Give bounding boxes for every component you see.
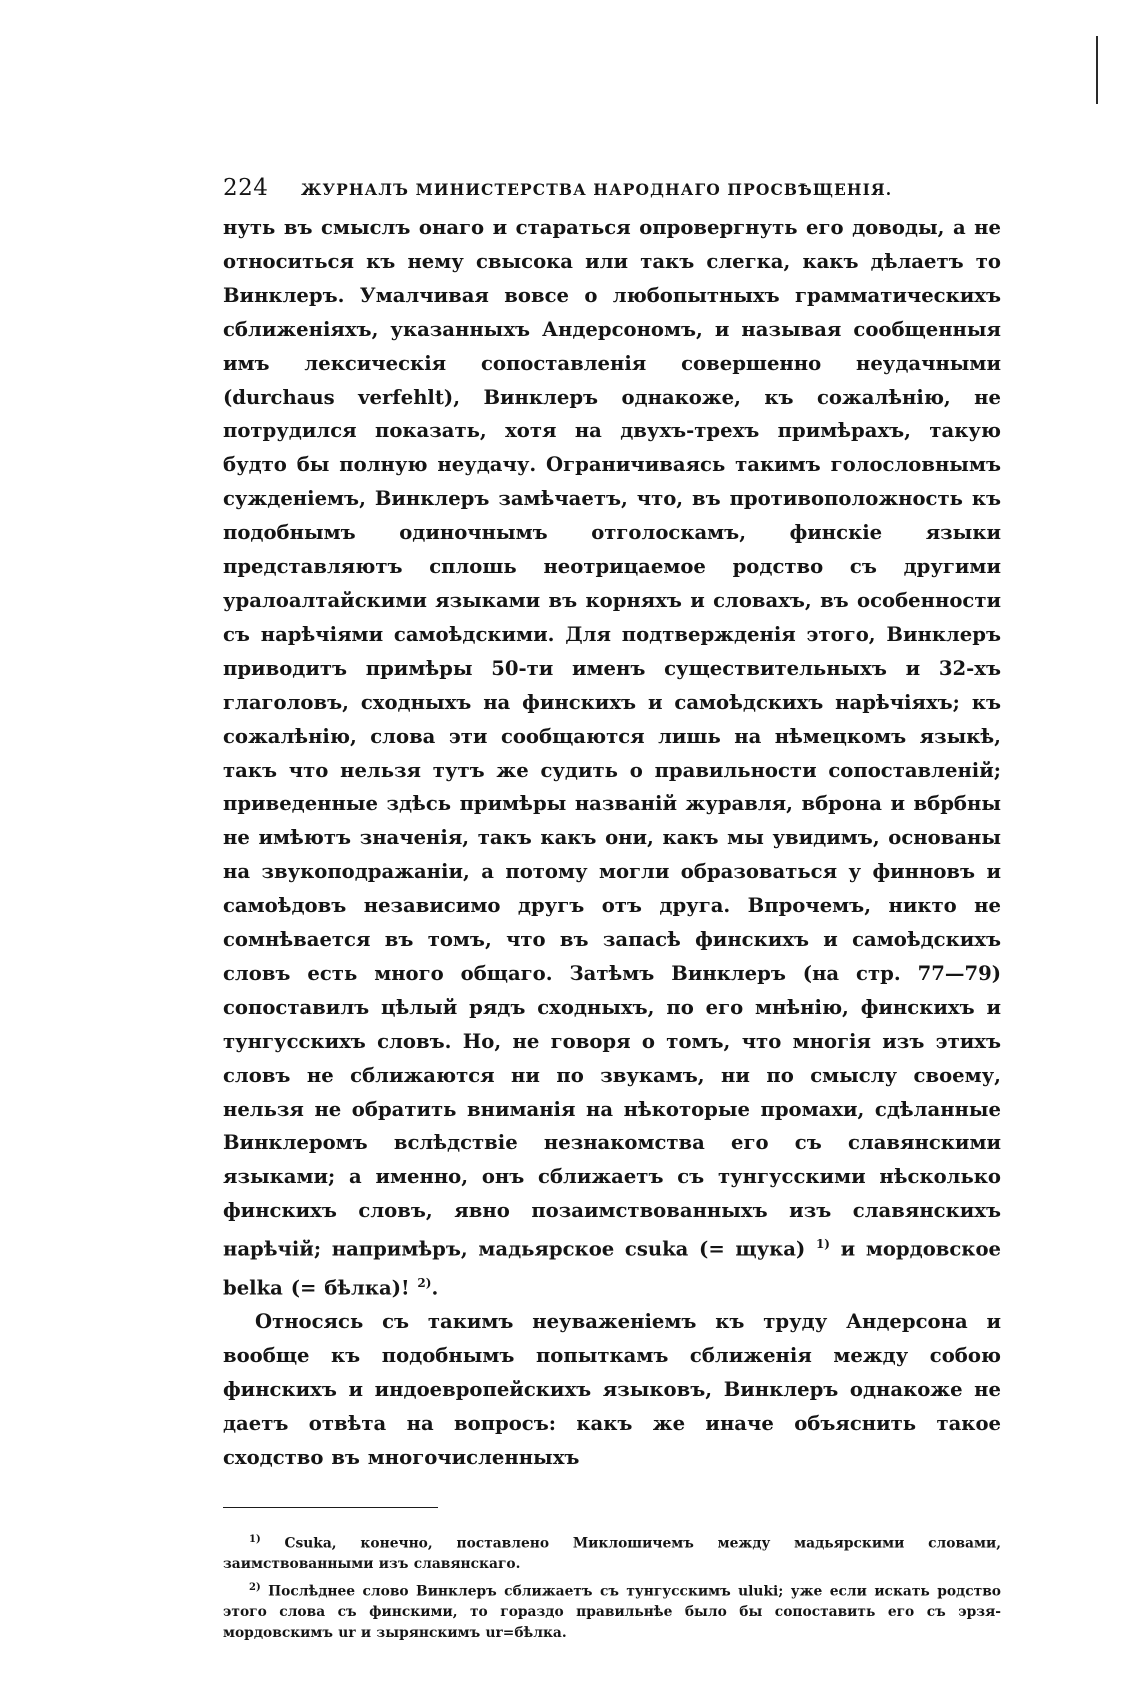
paragraph: Относясь съ такимъ неуваженіемъ къ труду Андерсона и вообще къ подобнымъ попыткамъ сближенія между собою финскихъ и индоевропейскихъ языковъ, Винклеръ однакоже не даетъ отвѣта на вопросъ: какъ же иначе объяснить такое сходство въ многочисленныхъ [223, 1310, 1001, 1469]
footnotes [223, 1530, 1001, 1644]
footnote-divider [223, 1507, 438, 1508]
page-number: 224 [223, 175, 269, 201]
footnote-marker: 1) [249, 1533, 261, 1545]
footnote-text: Csuka, конечно, поставлено Миклошичемъ между мадьярскими словами, заимствованными изъ славянскаго. [223, 1535, 1001, 1572]
paragraph [223, 211, 1001, 1305]
paragraph-text: нуть въ смыслъ онаго и стараться опровергнуть его доводы, а не относиться къ нему свысока или такъ слегка, какъ дѣлаетъ то Винклеръ. Умалчивая вовсе о любопытныхъ грамматическихъ сближеніяхъ, указанныхъ Андерсономъ, и называя сообщенныя имъ лексическія сопоставленія совершенно неудачными (durchaus verfehlt), Винклеръ однакоже, къ сожалѣнію, не потрудился показать, хотя на двухъ-трехъ примѣрахъ, такую будто бы полную неудачу. Ограничиваясь такимъ голословнымъ сужденіемъ, Винклеръ замѣчаетъ, что, въ противоположность къ подобнымъ одиночнымъ отголоскамъ, финскіе языки представляютъ сплошь неотрицаемое родство съ другими уралоалтайскими языками въ корняхъ и словахъ, въ особенности съ нарѣчіями самоѣдскими. Для подтвержденія этого, Винклеръ приводитъ примѣры 50-ти именъ существительныхъ и 32-хъ глаголовъ, сходныхъ на финскихъ и самоѣдскихъ нарѣчіяхъ; къ сожалѣнію, слова эти сообщаются лишь на нѣмецкомъ языкѣ, такъ что нельзя тутъ же судить о правильности сопоставленій; приведенные здѣсь примѣры названій журавля, вброна и вбрбны не имѣютъ значенія, такъ какъ они, какъ мы увидимъ, основаны на звукоподражаніи, а потому могли образоваться у финновъ и самоѣдовъ независимо другъ отъ друга. Впрочемъ, никто не сомнѣвается въ томъ, что въ запасѣ финскихъ и самоѣдскихъ словъ есть много общаго. Затѣмъ Винклеръ (на стр. 77—79) сопоставилъ цѣлый рядъ сходныхъ, по его мнѣнію, финскихъ и тунгусскихъ словъ. Но, не говоря о томъ, что многія изъ этихъ словъ не сближаются ни по звукамъ, ни по смыслу своему, нельзя не обратить вниманія на нѣкоторые промахи, сдѣланные Винклеромъ вслѣдствіе незнакомства его съ славянскими языками; а именно, онъ сближаетъ съ тунгусскими нѣсколько финскихъ словъ, явно позаимствованныхъ изъ славянскихъ нарѣчій; напримѣръ, мадьярское csuka (= щука) [223, 216, 1001, 1261]
footnote-ref-2: 2) [417, 1275, 432, 1290]
margin-rule [1096, 36, 1098, 104]
paragraph-end: . [431, 1276, 439, 1300]
footnote [223, 1578, 1001, 1643]
journal-title: ЖУРНАЛЪ МИНИСТЕРСТВА НАРОДНАГО ПРОСВѢЩЕНІЯ. [301, 180, 893, 199]
footnote-text: Послѣднее слово Винклеръ сближаетъ съ тунгусскимъ uluki; уже если искать родство этого слова съ финскими, то гораздо правильнѣе было бы сопоставить его съ эрзя-мордовскимъ ur и зырянскимъ ur=бѣлка. [223, 1583, 1001, 1641]
footnote [223, 1530, 1001, 1575]
footnote-ref-1: 1) [815, 1237, 830, 1252]
body-text [223, 211, 1001, 1475]
running-head [223, 175, 1001, 211]
paragraph-text-cont: и мордовское belka (= бѣлка)! [223, 1237, 1001, 1300]
footnote-marker: 2) [249, 1582, 261, 1594]
book-page [223, 175, 1001, 1647]
